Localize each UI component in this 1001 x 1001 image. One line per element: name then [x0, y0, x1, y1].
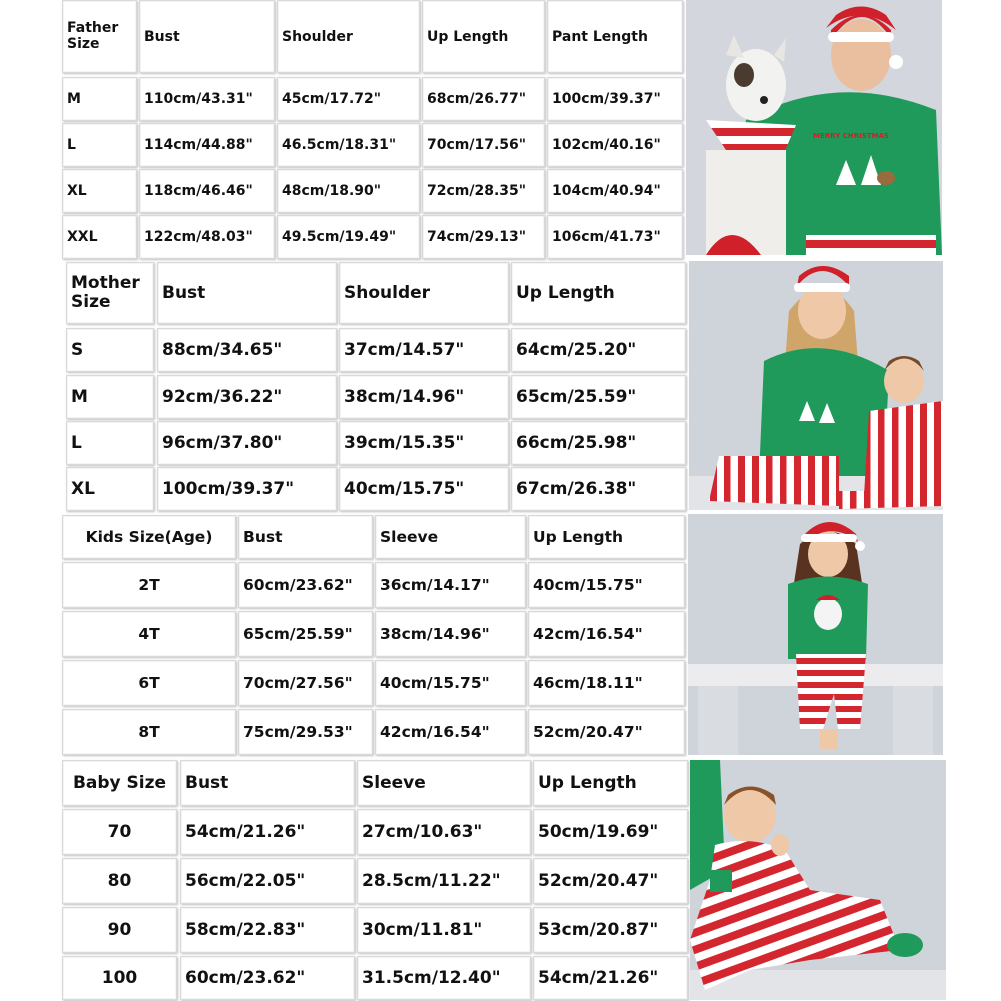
table-cell: 66cm/25.98" — [511, 421, 686, 465]
table-cell: 31.5cm/12.40" — [357, 956, 531, 1000]
table-cell: M — [62, 77, 137, 121]
table-cell: 104cm/40.94" — [547, 169, 683, 213]
header-bust: Bust — [139, 0, 275, 73]
header-kids-size-age: Kids Size(Age) — [62, 515, 236, 559]
father-with-dog-photo — [686, 0, 942, 255]
header-up-length: Up Length — [511, 262, 686, 324]
table-cell: 8T — [62, 709, 236, 755]
table-cell: XXL — [62, 215, 137, 259]
table-cell: 49.5cm/19.49" — [277, 215, 420, 259]
header-up-length: Up Length — [422, 0, 545, 73]
header-sleeve: Sleeve — [357, 760, 531, 806]
table-cell: 38cm/14.96" — [375, 611, 526, 657]
shirt-print-text: MERRY CHRISTMAS — [813, 132, 889, 140]
table-cell: 48cm/18.90" — [277, 169, 420, 213]
table-cell: L — [66, 421, 154, 465]
header-up-length: Up Length — [528, 515, 685, 559]
table-cell: 42cm/16.54" — [528, 611, 685, 657]
table-cell: 46cm/18.11" — [528, 660, 685, 706]
header-shoulder: Shoulder — [277, 0, 420, 73]
header-shoulder: Shoulder — [339, 262, 509, 324]
table-cell: 2T — [62, 562, 236, 608]
table-cell: 90 — [62, 907, 177, 953]
table-cell: 80 — [62, 858, 177, 904]
table-cell: 38cm/14.96" — [339, 375, 509, 419]
header-baby-size: Baby Size — [62, 760, 177, 806]
header-up-length: Up Length — [533, 760, 688, 806]
table-cell: 88cm/34.65" — [157, 328, 337, 372]
table-cell: XL — [62, 169, 137, 213]
table-cell: 30cm/11.81" — [357, 907, 531, 953]
table-cell: 72cm/28.35" — [422, 169, 545, 213]
table-cell: 106cm/41.73" — [547, 215, 683, 259]
table-cell: 28.5cm/11.22" — [357, 858, 531, 904]
table-cell: 50cm/19.69" — [533, 809, 688, 855]
table-cell: XL — [66, 467, 154, 511]
table-cell: 53cm/20.87" — [533, 907, 688, 953]
header-bust: Bust — [180, 760, 355, 806]
table-cell: 74cm/29.13" — [422, 215, 545, 259]
table-cell: 102cm/40.16" — [547, 123, 683, 167]
table-cell: 100cm/39.37" — [547, 77, 683, 121]
table-cell: 40cm/15.75" — [375, 660, 526, 706]
header-mother-size: Mother Size — [66, 262, 154, 324]
table-cell: 92cm/36.22" — [157, 375, 337, 419]
table-cell: 39cm/15.35" — [339, 421, 509, 465]
table-cell: 110cm/43.31" — [139, 77, 275, 121]
table-cell: 65cm/25.59" — [511, 375, 686, 419]
table-cell: 40cm/15.75" — [339, 467, 509, 511]
table-cell: 70cm/17.56" — [422, 123, 545, 167]
table-cell: 45cm/17.72" — [277, 77, 420, 121]
table-cell: 100 — [62, 956, 177, 1000]
header-sleeve: Sleeve — [375, 515, 526, 559]
mother-and-son-photo — [689, 261, 943, 510]
table-cell: 68cm/26.77" — [422, 77, 545, 121]
table-cell: 60cm/23.62" — [180, 956, 355, 1000]
table-cell: 37cm/14.57" — [339, 328, 509, 372]
header-bust: Bust — [157, 262, 337, 324]
table-cell: 52cm/20.47" — [533, 858, 688, 904]
table-cell: 118cm/46.46" — [139, 169, 275, 213]
toddler-photo — [690, 760, 946, 1000]
table-cell: 54cm/21.26" — [533, 956, 688, 1000]
table-cell: 96cm/37.80" — [157, 421, 337, 465]
table-cell: 60cm/23.62" — [238, 562, 373, 608]
header-father-size: Father Size — [62, 0, 137, 73]
table-cell: 36cm/14.17" — [375, 562, 526, 608]
header-bust: Bust — [238, 515, 373, 559]
table-cell: L — [62, 123, 137, 167]
table-cell: M — [66, 375, 154, 419]
table-cell: 100cm/39.37" — [157, 467, 337, 511]
table-cell: 70cm/27.56" — [238, 660, 373, 706]
table-cell: 40cm/15.75" — [528, 562, 685, 608]
table-cell: 4T — [62, 611, 236, 657]
table-cell: 75cm/29.53" — [238, 709, 373, 755]
table-cell: 114cm/44.88" — [139, 123, 275, 167]
header-pant-length: Pant Length — [547, 0, 683, 73]
table-cell: 52cm/20.47" — [528, 709, 685, 755]
table-cell: 67cm/26.38" — [511, 467, 686, 511]
table-cell: 70 — [62, 809, 177, 855]
table-cell: 46.5cm/18.31" — [277, 123, 420, 167]
table-cell: 58cm/22.83" — [180, 907, 355, 953]
table-cell: 56cm/22.05" — [180, 858, 355, 904]
table-cell: S — [66, 328, 154, 372]
table-cell: 64cm/25.20" — [511, 328, 686, 372]
table-cell: 27cm/10.63" — [357, 809, 531, 855]
table-cell: 54cm/21.26" — [180, 809, 355, 855]
table-cell: 42cm/16.54" — [375, 709, 526, 755]
table-cell: 6T — [62, 660, 236, 706]
table-cell: 65cm/25.59" — [238, 611, 373, 657]
girl-on-bench-photo — [688, 514, 943, 755]
table-cell: 122cm/48.03" — [139, 215, 275, 259]
